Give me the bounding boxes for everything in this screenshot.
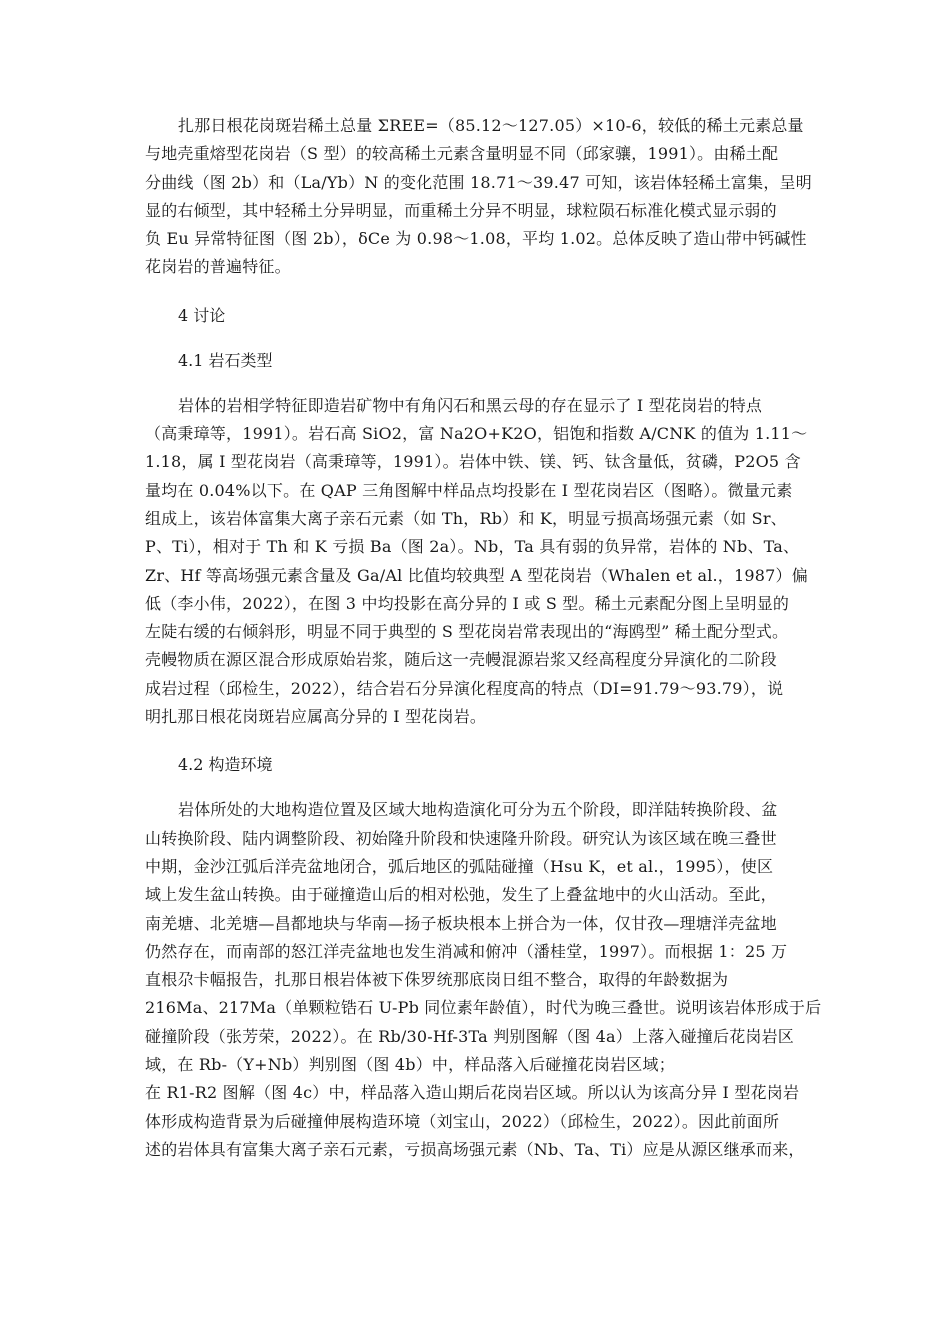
paragraph-line: 216Ma、217Ma（单颗粒锆石 U-Pb 同位素年龄值），时代为晚三叠世。说明该岩体形成于后: [145, 998, 822, 1018]
paragraph-line: 成岩过程（邱检生，2022），结合岩石分异演化程度高的特点（DI=91.79～93.79），说: [145, 678, 784, 698]
paragraph-line: 域，在 Rb-（Y+Nb）判别图（图 4b）中，样品落入后碰撞花岗岩区域；: [145, 1055, 675, 1075]
section-heading-rock-type: 4.1 岩石类型: [178, 350, 273, 370]
paragraph-line: Zr、Hf 等高场强元素含量及 Ga/Al 比值均较典型 A 型花岗岩（Whalen et al.，1987）偏: [145, 565, 808, 585]
paragraph-line: 与地壳重熔型花岗岩（S 型）的较高稀土元素含量明显不同（邱家骧，1991）。由稀土配: [145, 144, 779, 164]
paragraph-line: 南羌塘、北羌塘—昌都地块与华南—扬子板块根本上拼合为一体，仅甘孜—理塘洋壳盆地: [145, 913, 777, 933]
paragraph-line: 碰撞阶段（张芳荣，2022）。在 Rb/30-Hf-3Ta 判别图解（图 4a）上落入碰撞后花岗岩区: [145, 1026, 795, 1046]
paragraph-line: 分曲线（图 2b）和（La/Yb）N 的变化范围 18.71～39.47 可知，该岩体轻稀土富集，呈明: [145, 172, 812, 192]
paragraph-line: 在 R1-R2 图解（图 4c）中，样品落入造山期后花岗岩区域。所以认为该高分异 I 型花岗岩: [145, 1083, 800, 1103]
paragraph-line: 花岗岩的普遍特征。: [145, 257, 291, 277]
paragraph-line: 山转换阶段、陆内调整阶段、初始隆升阶段和快速隆升阶段。研究认为该区域在晚三叠世: [145, 828, 777, 848]
paragraph-line: 仍然存在，而南部的怒江洋壳盆地也发生消减和俯冲（潘桂堂，1997）。而根据 1：25 万: [145, 941, 788, 961]
paragraph-line: 扎那日根花岗斑岩稀土总量 ΣREE=（85.12～127.05）×10-6，较低的稀土元素总量: [178, 116, 804, 135]
paragraph-line: 体形成构造背景为后碰撞伸展构造环境（刘宝山，2022）（邱检生，2022）。因此前面所: [145, 1111, 780, 1131]
paragraph-line: 1.18，属 I 型花岗岩（高秉璋等，1991）。岩体中铁、镁、钙、钛含量低，贫磷，P2O5 含: [145, 452, 801, 472]
document-page: [145, 112, 822, 1164]
paragraph-line: （高秉璋等，1991）。岩石高 SiO2，富 Na2O+K2O，铝饱和指数 A/CNK 的值为 1.11～: [145, 424, 808, 444]
paragraph-line: 岩体所处的大地构造位置及区域大地构造演化可分为五个阶段，即洋陆转换阶段、盆: [178, 800, 778, 820]
paragraph-line: 述的岩体具有富集大离子亲石元素，亏损高场强元素（Nb、Ta、Ti）应是从源区继承而来，: [145, 1139, 805, 1159]
section-heading-tectonic: 4.2 构造环境: [178, 755, 273, 775]
paragraph-line: 低（李小伟，2022），在图 3 中均投影在高分异的 I 或 S 型。稀土元素配分图上呈明显的: [145, 593, 790, 613]
paragraph-line: 显的右倾型，其中轻稀土分异明显，而重稀土分异不明显，球粒陨石标准化模式显示弱的: [145, 200, 777, 220]
paragraph-line: 左陡右缓的右倾斜形，明显不同于典型的 S 型花岗岩常表现出的“海鸥型” 稀土配分型式。: [145, 622, 789, 642]
paragraph-line: 直根尕卡幅报告，扎那日根岩体被下侏罗统那底岗日组不整合，取得的年龄数据为: [145, 970, 729, 990]
paragraph-line: 明扎那日根花岗斑岩应属高分异的 I 型花岗岩。: [145, 707, 487, 727]
paragraph-line: 组成上，该岩体富集大离子亲石元素（如 Th，Rb）和 K，明显亏损高场强元素（如 Sr、: [145, 508, 787, 528]
paragraph-line: 域上发生盆山转换。由于碰撞造山后的相对松弛，发生了上叠盆地中的火山活动。至此，: [145, 885, 777, 905]
paragraph-line: P、Ti），相对于 Th 和 K 亏损 Ba（图 2a）。Nb，Ta 具有弱的负异常，岩体的 Nb、Ta、: [145, 537, 800, 557]
paragraph-line: 量均在 0.04%以下。在 QAP 三角图解中样品点均投影在 I 型花岗岩区（图略）。微量元素: [145, 480, 793, 500]
paragraph-line: 负 Eu 异常特征图（图 2b），δCe 为 0.98～1.08，平均 1.02。总体反映了造山带中钙碱性: [145, 229, 807, 249]
paragraph-line: 壳幔物质在源区混合形成原始岩浆，随后这一壳幔混源岩浆又经高程度分异演化的二阶段: [145, 650, 777, 670]
paragraph-line: 中期，金沙江弧后洋壳盆地闭合，弧后地区的弧陆碰撞（Hsu K，et al.，1995），使区: [145, 856, 774, 876]
paragraph-rock-type: [145, 392, 808, 732]
paragraph-tectonic: [145, 796, 822, 1164]
section-heading-discussion: 4 讨论: [178, 305, 226, 325]
paragraph-line: 岩体的岩相学特征即造岩矿物中有角闪石和黑云母的存在显示了 I 型花岗岩的特点: [178, 395, 763, 415]
paragraph-ree: [145, 112, 812, 282]
